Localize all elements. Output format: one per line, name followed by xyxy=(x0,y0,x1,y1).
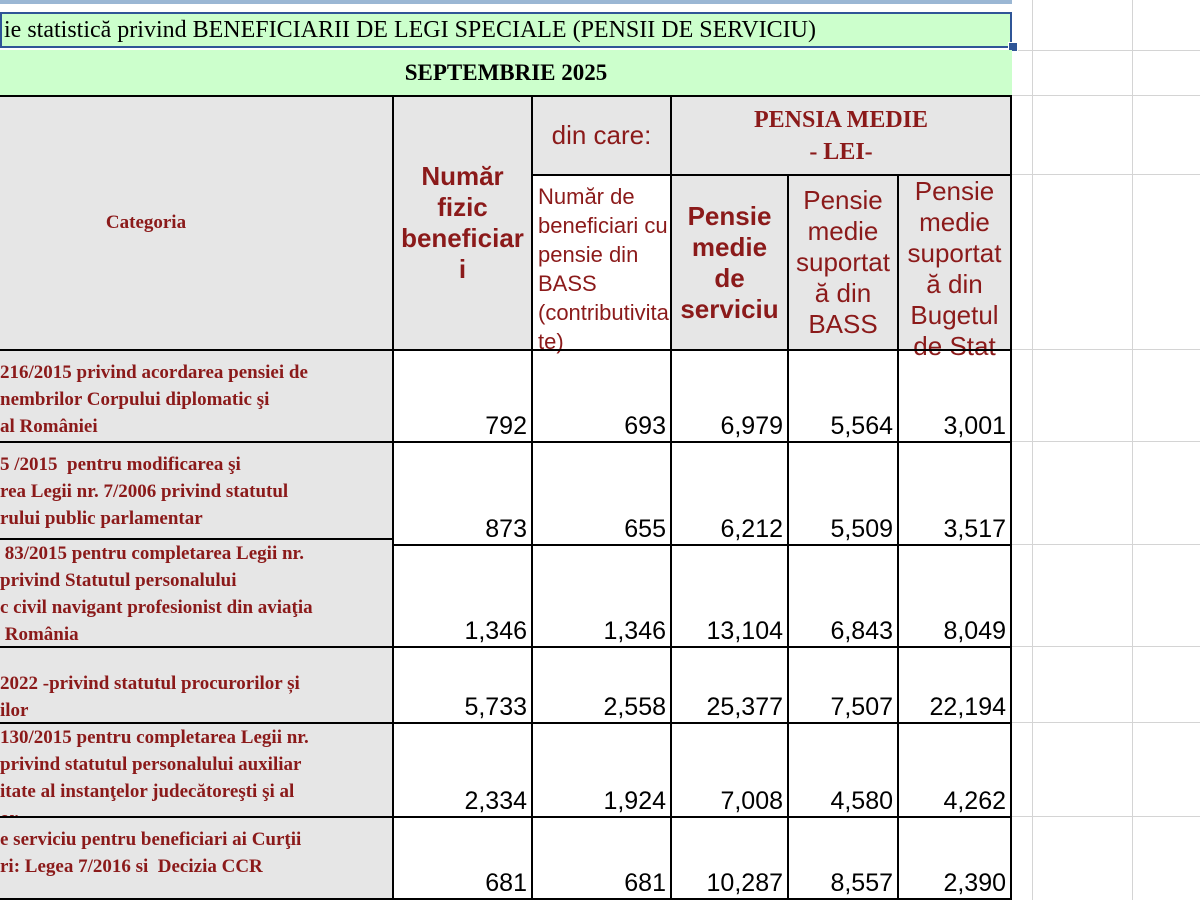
average-bass-pension-cell[interactable]: 7,507 xyxy=(787,646,899,724)
beneficiaries-cell[interactable]: 792 xyxy=(392,349,533,443)
grid-column-line xyxy=(1032,0,1033,900)
grid-row-line xyxy=(1012,50,1200,51)
average-bass-pension-cell[interactable]: 5,564 xyxy=(787,349,899,443)
average-state-pension-cell[interactable]: 3,001 xyxy=(897,349,1012,443)
grid-row-line xyxy=(1012,441,1200,442)
average-state-pension-cell[interactable]: 3,517 xyxy=(897,441,1012,546)
row-label-law-5-2015[interactable]: 5 /2015 pentru modificarea şi rea Legii nr. 7/2006 privind statutul rului public parlamentar xyxy=(0,441,394,546)
average-service-pension-cell[interactable]: 6,212 xyxy=(670,441,789,546)
grid-row-line xyxy=(1012,816,1200,817)
average-bass-pension-cell[interactable]: 8,557 xyxy=(787,816,899,900)
beneficiaries-header[interactable]: Număr fizic beneficiar i xyxy=(392,95,533,351)
report-title-cell[interactable]: ie statistică privind BENEFICIARII DE LEGI SPECIALE (PENSII DE SERVICIU) xyxy=(0,12,1012,48)
average-service-pension-cell[interactable]: 25,377 xyxy=(670,646,789,724)
beneficiaries-cell[interactable]: 5,733 xyxy=(392,646,533,724)
beneficiaries-cell[interactable]: 1,346 xyxy=(392,544,533,648)
average-bass-pension-cell[interactable]: 5,509 xyxy=(787,441,899,546)
average-bass-pension-cell[interactable]: 6,843 xyxy=(787,544,899,648)
row-label-law-7-2016[interactable]: e serviciu pentru beneficiari ai Curţii ri: Legea 7/2016 si Decizia CCR xyxy=(0,816,394,900)
average-bass-pension-header[interactable]: Pensie medie suportat ă din BASS xyxy=(787,174,899,351)
bass-beneficiaries-cell[interactable]: 681 xyxy=(531,816,672,900)
average-service-pension-cell[interactable]: 13,104 xyxy=(670,544,789,648)
row-label-law-2022-prosecutors[interactable]: 2022 -privind statutul procurorilor și ilor xyxy=(0,646,394,724)
grid-row-line xyxy=(1012,722,1200,723)
bass-beneficiaries-cell[interactable]: 2,558 xyxy=(531,646,672,724)
average-state-pension-cell[interactable]: 2,390 xyxy=(897,816,1012,900)
average-pension-group-header[interactable]: PENSIA MEDIE - LEI- xyxy=(670,95,1012,176)
row-label-law-216-2015[interactable]: 216/2015 privind acordarea pensiei de nembrilor Corpului diplomatic şi al României xyxy=(0,349,394,443)
bass-beneficiaries-cell[interactable]: 693 xyxy=(531,349,672,443)
bass-beneficiaries-cell[interactable]: 655 xyxy=(531,441,672,546)
grid-row-line xyxy=(1012,174,1200,175)
grid-column-line xyxy=(1132,0,1133,900)
average-state-pension-cell[interactable]: 22,194 xyxy=(897,646,1012,724)
grid-row-line xyxy=(1012,544,1200,545)
average-state-pension-cell[interactable]: 8,049 xyxy=(897,544,1012,648)
average-state-pension-cell[interactable]: 4,262 xyxy=(897,722,1012,818)
bass-beneficiaries-header[interactable]: Număr de beneficiari cu pensie din BASS (contributivita te) xyxy=(531,174,672,351)
average-bass-pension-cell[interactable]: 4,580 xyxy=(787,722,899,818)
grid-row-line xyxy=(1012,646,1200,647)
report-period-cell[interactable]: SEPTEMBRIE 2025 xyxy=(0,50,1012,95)
category-header[interactable]: Categoria xyxy=(0,95,394,351)
average-service-pension-header[interactable]: Pensie medie de serviciu xyxy=(670,174,789,351)
row-label-law-83-2015[interactable]: 83/2015 pentru completarea Legii nr. privind Statutul personalului c civil navigant profesionist din aviaţia România xyxy=(0,538,394,648)
bass-beneficiaries-cell[interactable]: 1,924 xyxy=(531,722,672,818)
average-service-pension-cell[interactable]: 6,979 xyxy=(670,349,789,443)
grid-row-line xyxy=(1012,95,1200,96)
row-label-law-130-2015[interactable]: 130/2015 pentru completarea Legii nr. privind statutul personalului auxiliar itate al instanţelor judecătoreşti şi al xyxy=(0,722,394,818)
average-service-pension-cell[interactable]: 10,287 xyxy=(670,816,789,900)
average-service-pension-cell[interactable]: 7,008 xyxy=(670,722,789,818)
beneficiaries-cell[interactable]: 681 xyxy=(392,816,533,900)
bass-beneficiaries-cell[interactable]: 1,346 xyxy=(531,544,672,648)
beneficiaries-cell[interactable]: 2,334 xyxy=(392,722,533,818)
grid-row-line xyxy=(1012,349,1200,350)
average-state-budget-pension-header[interactable]: Pensie medie suportat ă din Bugetul de Stat xyxy=(897,174,1012,351)
beneficiaries-cell[interactable]: 873 xyxy=(392,441,533,546)
column-header-strip xyxy=(0,0,1012,4)
of-which-header[interactable]: din care: xyxy=(531,95,672,176)
